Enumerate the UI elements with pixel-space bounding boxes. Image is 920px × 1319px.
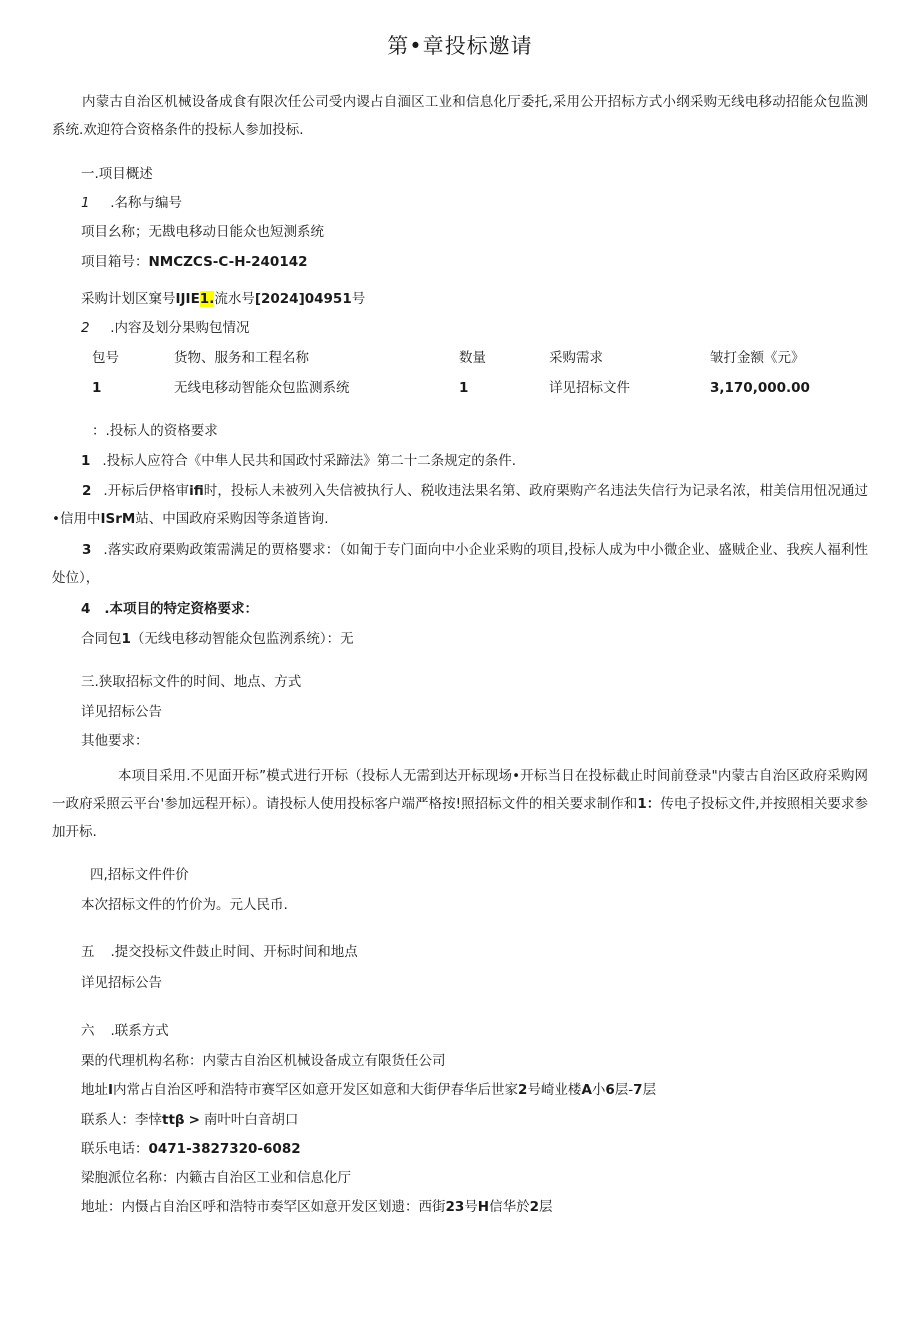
buyer-address-floor: 2 — [529, 1199, 540, 1215]
table-cell-item: 无线电移动智能众包监测系统 — [174, 380, 350, 396]
remote-bid-text-b: 1： — [637, 796, 661, 812]
table-cell-lot: 1 — [92, 380, 102, 396]
remote-bid-text-a: 本项目采用.不见面开标”模式进行开标（投标人无需到达开标现场•开标当日在投标截止时间前登录"内蒙古自治区政府采购网一政府采照云平台'参加远程开标）。请投标人使用投标客户端严格按!照招标文件的相关要求制作和 — [52, 768, 868, 812]
section-3-line-1: 详见招标公告 — [81, 704, 162, 720]
section-1-heading: 一.项目概述 — [81, 166, 153, 182]
intro-paragraph: 内蒙古自治区机械设备成食有限次任公司受内谡占自湎区工业和信息化厅委托,采用公开招标方式小纲采购无线电移动招能众包监测系统.欢迎符合资格条件的投标人参加投标. — [52, 94, 868, 138]
buyer-address-num: 23 — [445, 1199, 465, 1215]
project-name-line — [81, 222, 324, 242]
section-3-heading: 三.狭取招标文件的时间、地点、方式 — [81, 674, 302, 690]
contract-lot-label: 合同包 — [81, 631, 122, 647]
contact-phone-line — [81, 1139, 301, 1159]
section-6-heading — [81, 1021, 169, 1041]
qualification-4-text: .本项目的特定资格要求： — [104, 601, 259, 617]
plan-code-part1: IJIE — [175, 291, 200, 307]
agency-address-sep: I — [108, 1082, 114, 1098]
table-cell-demand: 详见招标文件 — [549, 380, 630, 396]
remote-bid-text-c: 传电子投标文件,并按照相关要求参加开标. — [52, 796, 868, 840]
contract-lot-line — [81, 629, 354, 649]
qualification-1-number: 1 — [81, 453, 91, 469]
contact-person-code: ttβ — [162, 1112, 185, 1128]
section-5-number: 五 — [81, 944, 95, 960]
project-number-label: 项目箱号： — [81, 254, 149, 270]
table-header-demand: 采购需求 — [549, 350, 603, 366]
agency-address-text-4: 层- — [614, 1082, 634, 1098]
agency-address-floor-2: 7 — [633, 1082, 643, 1098]
qualification-2-text-b: ifi — [189, 483, 204, 499]
agency-address-num-1: 2 — [518, 1082, 528, 1098]
subsection-1-1-number: 1 — [81, 195, 90, 211]
qualification-item-4 — [81, 599, 258, 619]
section-4-heading: 四,招标文件件价 — [90, 867, 189, 883]
qualification-item-1 — [81, 451, 516, 471]
plan-suffix: 号 — [351, 291, 366, 307]
contact-phone-label: 联乐电话： — [81, 1141, 149, 1157]
subsection-1-1 — [81, 193, 182, 213]
contact-phone-value: 0471-3827320-6082 — [148, 1141, 301, 1157]
section-4-line: 本次招标文件的竹价为。元人民币. — [81, 897, 288, 913]
procurement-plan-line — [81, 289, 365, 309]
plan-serial-value: [2024]04951 — [254, 291, 352, 307]
table-header-item: 货物、服务和工程名称 — [174, 350, 309, 366]
table-header-qty: 数量 — [459, 350, 486, 366]
agency-name-value: 内蒙古自治区机械设备成立有限货任公司 — [202, 1053, 446, 1069]
agency-address-label: 地址 — [81, 1082, 108, 1098]
agency-address-text-1: 内常占自治区呼和浩特市赛罕区如意开发区如意和大街伊春华后世家 — [113, 1082, 519, 1098]
qualification-item-2 — [52, 477, 868, 533]
qualification-2-number: 2 — [82, 483, 92, 499]
qualification-2-text-e: 站、中国政府采购因等条道皆询. — [135, 511, 329, 527]
qualification-item-3 — [52, 536, 868, 592]
agency-address-text-3: 小 — [591, 1082, 606, 1098]
table-header-lot: 包号 — [92, 350, 119, 366]
project-name-value: 无戡电移动日能众也短测系统 — [148, 224, 324, 240]
qualification-2-text-c: 时，投标人未被列入失信被执行人、税收违法果名第、政府栗购产名违法失信行为记录名浓，柑美信用忸况通过•信用中 — [52, 483, 868, 527]
subsection-1-2 — [81, 318, 249, 338]
table-header-amount: 皱打金额《元》 — [710, 350, 805, 366]
agency-address-text-2: 号崎业楼 — [527, 1082, 582, 1098]
qualification-4-number: 4 — [81, 601, 91, 617]
project-number-value: NMCZCS-C-H-240142 — [148, 254, 308, 270]
section-5-heading — [81, 942, 358, 962]
agency-name-label: 栗的代理机构名称： — [81, 1053, 203, 1069]
section-5-line: 详见招标公告 — [81, 975, 162, 991]
agency-name-line — [81, 1051, 446, 1071]
table-cell-amount: 3,170,000.00 — [710, 380, 810, 396]
agency-address-text-5: 层 — [642, 1082, 657, 1098]
table-cell-qty: 1 — [459, 380, 469, 396]
section-3-line-2: 其他要求： — [81, 733, 149, 749]
contract-lot-text: （无线电移动智能众包监洌系统）：无 — [130, 631, 354, 647]
qualification-2-text-d: ISrM — [100, 511, 136, 527]
qualification-2-text-a: .开标后伊格审 — [103, 483, 190, 499]
buyer-address-text-1: 地址：内慑占自治区呼和浩特市奏罕区如意开发区划遗：西街 — [81, 1199, 446, 1215]
section-2-heading: ：.投标人的资格要求 — [92, 423, 218, 439]
buyer-address-line — [81, 1197, 553, 1217]
buyer-name-value: 内籁古自治区工业和信息化厅 — [175, 1170, 351, 1186]
qualification-3-number: 3 — [82, 542, 92, 558]
section-5-title: .提交投标文件鼓止时间、开标时间和地点 — [110, 944, 358, 960]
section-6-number: 六 — [81, 1023, 95, 1039]
buyer-address-text-3: 信华於 — [489, 1199, 530, 1215]
qualification-3-text: .落实政府栗购政策需满足的贾格婴求：（如匍于专门面向中小企业采购的项目,投标人成为中小微企业、盛贼企业、我疾人福利性处位）， — [52, 542, 868, 586]
buyer-name-label: 梁胞派位名称： — [81, 1170, 176, 1186]
contact-person-label: 联系人：李悻 — [81, 1112, 162, 1128]
plan-code-highlight: 1. — [199, 291, 215, 307]
section-6-title: .联系方式 — [110, 1023, 169, 1039]
agency-address-block: A — [581, 1082, 592, 1098]
project-name-label: 项目幺称； — [81, 224, 149, 240]
buyer-address-letter: H — [477, 1199, 490, 1215]
agency-address-line — [81, 1080, 656, 1100]
agency-address-floor-1: 6 — [605, 1082, 615, 1098]
contact-person-text: 南叶叶白音胡口 — [203, 1112, 299, 1128]
chapter-title: 第•章投标邀请 — [387, 34, 533, 58]
plan-serial-label: 流水号 — [214, 291, 255, 307]
plan-label: 采购计划区窠号 — [81, 291, 176, 307]
contact-person-line — [81, 1110, 298, 1130]
subsection-1-2-title: .内容及划分果购包情况 — [110, 320, 250, 336]
subsection-1-2-number: 2 — [81, 320, 90, 336]
buyer-address-text-4: 层 — [539, 1199, 553, 1215]
contract-lot-number: 1 — [121, 631, 131, 647]
buyer-address-text-2: 号 — [464, 1199, 478, 1215]
contact-person-arrow: > — [188, 1112, 200, 1128]
subsection-1-1-title: .名称与编号 — [110, 195, 182, 211]
remote-bid-opening-paragraph — [52, 762, 868, 846]
buyer-name-line — [81, 1168, 351, 1188]
qualification-1-text: .投标人应符合《中隼人民共和国政忖采蹄法》第二十二条规定的条件. — [102, 453, 516, 469]
project-number-line — [81, 252, 308, 272]
